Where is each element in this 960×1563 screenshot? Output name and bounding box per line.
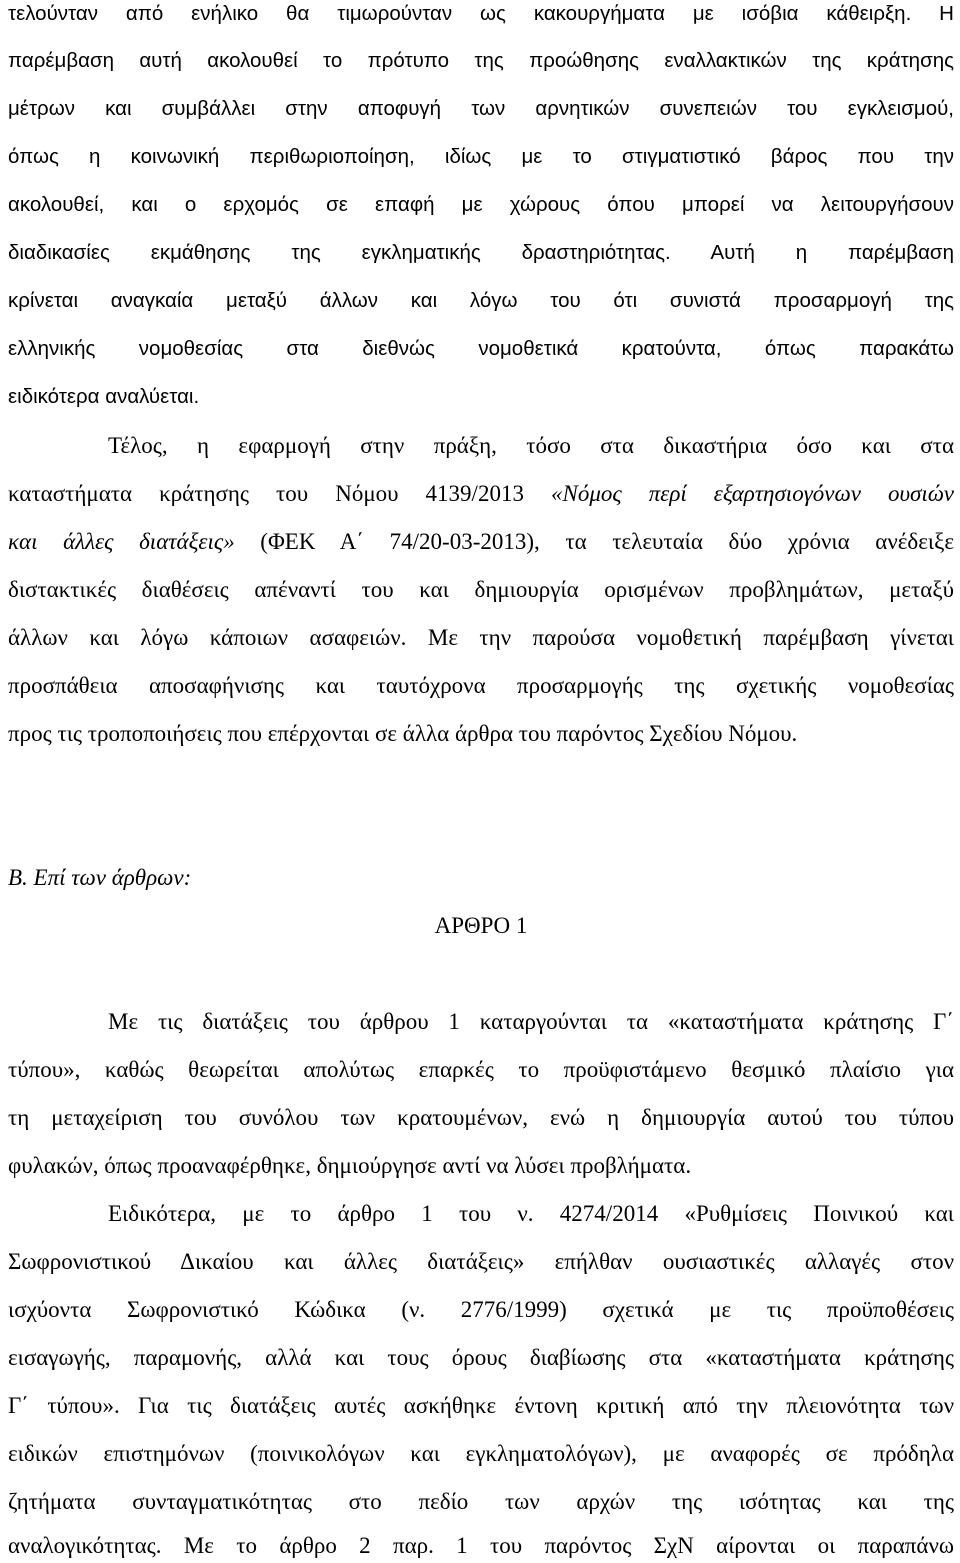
text-line bbox=[8, 480, 954, 508]
text-line: μέτρων και συμβάλλει στην αποφυγή των αρνητικών συνεπειών του εγκλεισμού, bbox=[8, 97, 954, 120]
text-line: Ειδικότερα, με το άρθρο 1 του ν. 4274/2014 «Ρυθμίσεις Ποινικού και bbox=[108, 1201, 954, 1226]
text-line: παρέμβαση αυτή ακολουθεί το πρότυπο της προώθησης εναλλακτικών της κράτησης bbox=[8, 49, 954, 72]
text-line: τύπου», καθώς θεωρείται απολύτως επαρκές το προϋφιστάμενο θεσμικό πλαίσιο για bbox=[8, 1057, 954, 1082]
text-line: ελληνικής νομοθεσίας στα διεθνώς νομοθετικά κρατούντα, όπως παρακάτω bbox=[8, 337, 954, 360]
text-line: ακολουθεί, και ο ερχομός σε επαφή με χώρους όπου μπορεί να λειτουργήσουν bbox=[8, 193, 954, 216]
text-line: προς τις τροποποιήσεις που επέρχονται σε άλλα άρθρα του παρόντος Σχεδίου Νόμου. bbox=[8, 721, 798, 746]
text-line: τελούνταν από ενήλικο θα τιμωρούνταν ως κακουργήματα με ισόβια κάθειρξη. Η bbox=[8, 2, 954, 25]
text-line: ειδικότερα αναλύεται. bbox=[8, 385, 200, 408]
text-line: κρίνεται αναγκαία μεταξύ άλλων και λόγω του ότι συνιστά προσαρμογή της bbox=[8, 289, 954, 312]
text-line bbox=[8, 528, 954, 556]
text-line: διαδικασίες εκμάθησης της εγκληματικής δραστηριότητας. Αυτή η παρέμβαση bbox=[8, 241, 954, 264]
text-line: εισαγωγής, παραμονής, αλλά και τους όρους διαβίωσης στα «καταστήματα κράτησης bbox=[8, 1345, 954, 1370]
text-line: Γ΄ τύπου». Για τις διατάξεις αυτές ασκήθηκε έντονη κριτική από την πλειονότητα των bbox=[8, 1393, 954, 1418]
text-run: καταστήματα κράτησης του Νόμου 4139/2013 bbox=[8, 481, 551, 506]
text-line: άλλων και λόγω κάποιων ασαφειών. Με την παρούσα νομοθετική παρέμβαση γίνεται bbox=[8, 625, 954, 650]
text-line: Τέλος, η εφαρμογή στην πράξη, τόσο στα δικαστήρια όσο και στα bbox=[108, 433, 954, 458]
law-title-italic: «Νόμος περί εξαρτησιογόνων ουσιών bbox=[550, 481, 954, 506]
text-line: αναλογικότητας. Με το άρθρο 2 παρ. 1 του παρόντος ΣχΝ αίρονται οι παραπάνω bbox=[8, 1533, 954, 1558]
text-line: ζητήματα συνταγματικότητας στο πεδίο των αρχών της ισότητας και της bbox=[8, 1489, 954, 1514]
text-line: διστακτικές διαθέσεις απέναντί του και δημιουργία ορισμένων προβλημάτων, μεταξύ bbox=[8, 577, 954, 602]
text-line: Σωφρονιστικού Δικαίου και άλλες διατάξεις» επήλθαν ουσιαστικές αλλαγές στον bbox=[8, 1249, 954, 1274]
text-line: ειδικών επιστημόνων (ποινικολόγων και εγκληματολόγων), με αναφορές σε πρόδηλα bbox=[8, 1441, 954, 1466]
text-line: Με τις διατάξεις του άρθρου 1 καταργούνται τα «καταστήματα κράτησης Γ΄ bbox=[108, 1009, 954, 1034]
text-line: όπως η κοινωνική περιθωριοποίηση, ιδίως με το στιγματιστικό βάρος που την bbox=[8, 145, 954, 168]
text-line: ισχύοντα Σωφρονιστικό Κώδικα (ν. 2776/1999) σχετικά με τις προϋποθέσεις bbox=[8, 1297, 954, 1322]
section-heading: Β. Επί των άρθρων: bbox=[8, 865, 192, 890]
text-run: (ΦΕΚ Α΄ 74/20-03-2013), τα τελευταία δύο χρόνια ανέδειξε bbox=[234, 529, 954, 554]
article-title: ΑΡΘΡΟ 1 bbox=[434, 913, 528, 938]
text-line: φυλακών, όπως προαναφέρθηκε, δημιούργησε αντί να λύσει προβλήματα. bbox=[8, 1153, 692, 1178]
text-line: προσπάθεια αποσαφήνισης και ταυτόχρονα προσαρμογής της σχετικής νομοθεσίας bbox=[8, 673, 954, 698]
text-line: τη μεταχείριση του συνόλου των κρατουμένων, ενώ η δημιουργία αυτού του τύπου bbox=[8, 1105, 954, 1130]
law-title-italic: και άλλες διατάξεις» bbox=[8, 529, 235, 554]
